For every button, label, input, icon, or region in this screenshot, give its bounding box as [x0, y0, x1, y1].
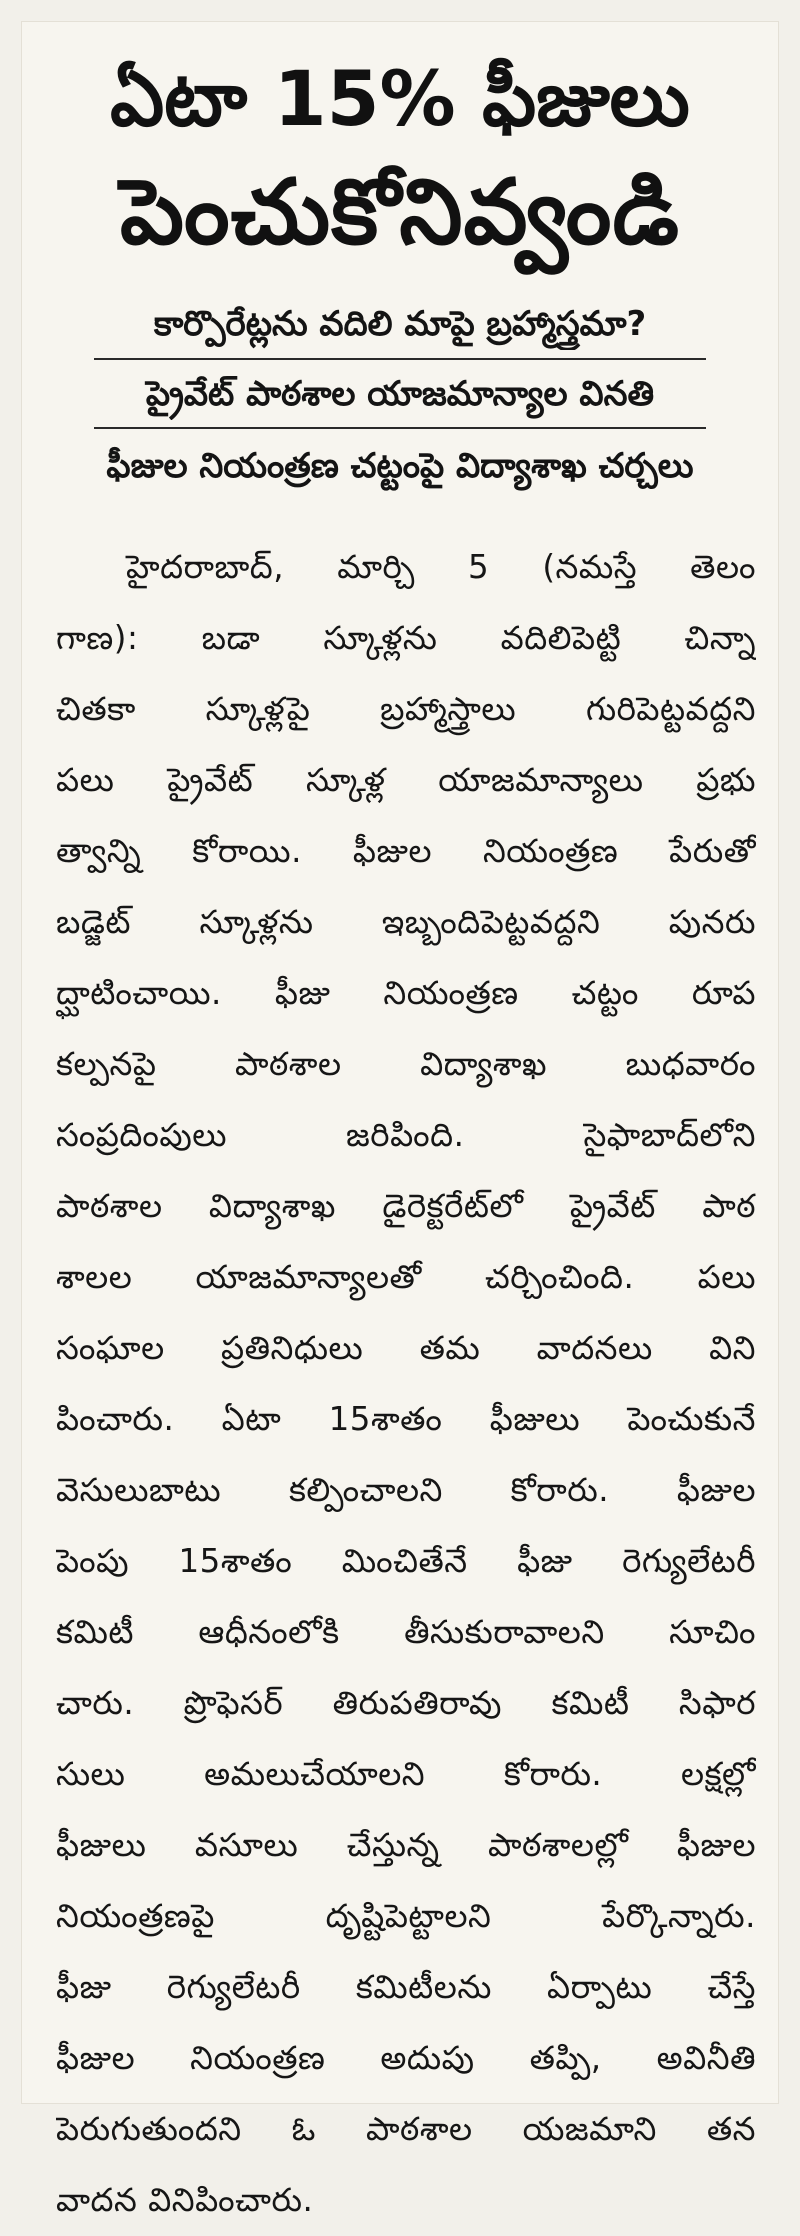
body-line: పెరుగుతుందని ఓ పాఠశాల యజమాని తన: [56, 2110, 756, 2148]
body-line: వాదన వినిపించారు.: [56, 2181, 314, 2219]
body-line: హైదరాబాద్, మార్చి 5 (నమస్తే తెలం: [126, 548, 756, 586]
body-line: చారు. ప్రొఫెసర్ తిరుపతిరావు కమిటీ సిఫార: [56, 1684, 756, 1722]
body-line: కల్పనపై పాఠశాల విద్యాశాఖ బుధవారం: [56, 1045, 756, 1083]
article-body: [56, 532, 756, 2236]
divider-rule-1: [94, 358, 706, 360]
body-line: ద్ఘాటించాయి. ఫీజు నియంత్రణ చట్టం రూప: [56, 974, 756, 1012]
newspaper-clipping: [22, 22, 778, 2219]
body-line: కమిటీ ఆధీనంలోకి తీసుకురావాలని సూచిం: [56, 1613, 756, 1651]
body-line: శాలల యాజమాన్యాలతో చర్చించింది. పలు: [56, 1258, 756, 1296]
body-line: గాణ): బడా స్కూళ్లను వదిలిపెట్టి చిన్నా: [56, 619, 756, 657]
subheadline-1: కార్పొరేట్లను వదిలి మాపై బ్రహ్మాస్త్రమా?: [153, 304, 647, 344]
body-line: బడ్జెట్ స్కూళ్లను ఇబ్బందిపెట్టవద్దని పునరు: [56, 903, 756, 941]
body-line: ఫీజుల నియంత్రణ అదుపు తప్పి, అవినీతి: [56, 2039, 756, 2077]
body-line: పించారు. ఏటా 15శాతం ఫీజులు పెంచుకునే: [56, 1400, 756, 1438]
body-line: ఫీజులు వసూలు చేస్తున్న పాఠశాలల్లో ఫీజుల: [56, 1826, 756, 1864]
body-line: త్వాన్ని కోరాయి. ఫీజుల నియంత్రణ పేరుతో: [56, 832, 756, 870]
body-line: సులు అమలుచేయాలని కోరారు. లక్షల్లో: [56, 1755, 756, 1793]
body-line: పలు ప్రైవేట్ స్కూళ్ల యాజమాన్యాలు ప్రభు: [56, 761, 756, 799]
divider-rule-2: [94, 427, 706, 429]
body-line: సంప్రదింపులు జరిపింది. సైఫాబాద్‌లోని: [56, 1116, 756, 1154]
body-line: చితకా స్కూళ్లపై బ్రహ్మాస్త్రాలు గురిపెట్టవద్దని: [56, 690, 756, 728]
body-line: పెంపు 15శాతం మించితేనే ఫీజు రెగ్యులేటరీ: [56, 1542, 756, 1580]
headline-line-1: ఏటా 15% ఫీజులు: [110, 54, 690, 143]
subheadline-2: ప్రైవేట్ పాఠశాల యాజమాన్యాల వినతి: [145, 374, 655, 414]
headline-line-2: పెంచుకోనివ్వండి: [119, 160, 681, 265]
body-line: ఫీజు రెగ్యులేటరీ కమిటీలను ఏర్పాటు చేస్తే: [56, 1968, 756, 2006]
body-line: సంఘాల ప్రతినిధులు తమ వాదనలు విని: [56, 1329, 756, 1367]
body-line: నియంత్రణపై దృష్టిపెట్టాలని పేర్కొన్నారు.: [56, 1897, 756, 1935]
subheadline-3: ఫీజుల నియంత్రణ చట్టంపై విద్యాశాఖ చర్చలు: [106, 446, 694, 486]
body-line: పాఠశాల విద్యాశాఖ డైరెక్టరేట్‌లో ప్రైవేట్ పాఠ: [56, 1187, 756, 1225]
body-line: వెసులుబాటు కల్పించాలని కోరారు. ఫీజుల: [56, 1471, 756, 1509]
